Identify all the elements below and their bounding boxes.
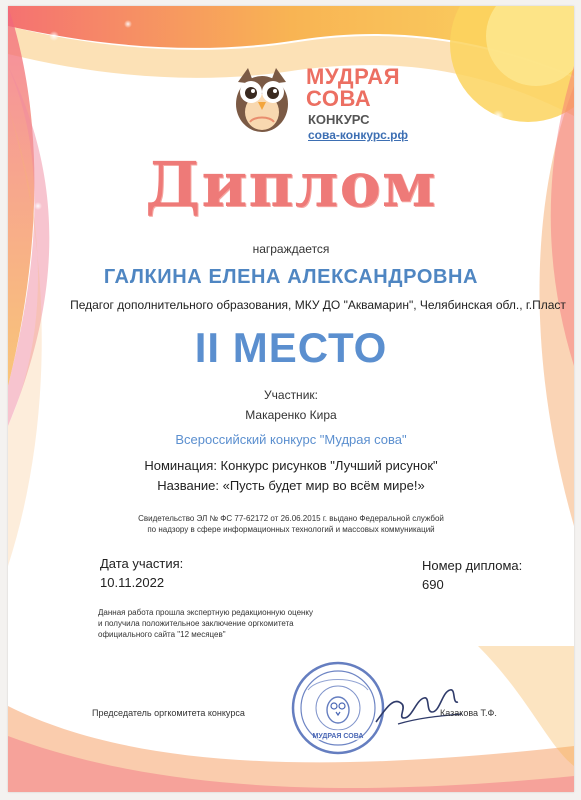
recipient-name: ГАЛКИНА ЕЛЕНА АЛЕКСАНДРОВНА <box>103 266 479 288</box>
handwritten-signature-icon <box>368 678 468 734</box>
diploma-number-value: 690 <box>422 577 444 592</box>
participant-name: Макаренко Кира <box>245 408 337 422</box>
nomination: Номинация: Конкурс рисунков "Лучший рисунок" <box>144 458 438 473</box>
certificate-line-2: по надзору в сфере информационных технологий и массовых коммуникаций <box>147 525 435 534</box>
review-line-2: и получила положительное заключение оргкомитета <box>98 619 294 628</box>
logo-title-line2: СОВА <box>306 86 372 111</box>
review-line-3: официального сайта "12 месяцев" <box>98 630 226 639</box>
diploma-sheet <box>8 6 574 792</box>
logo-title-line1: МУДРАЯ <box>306 64 401 89</box>
contest-name: Всероссийский конкурс "Мудрая сова" <box>175 432 407 447</box>
stamp-text: МУДРАЯ СОВА <box>312 733 364 740</box>
signer-name: Казакова Т.Ф. <box>440 708 497 718</box>
recipient-position: Педагог дополнительного образования, МКУ ДО "Аквамарин", Челябинская обл., г.Пласт <box>70 298 566 312</box>
review-line-1: Данная работа прошла экспертную редакционную оценку <box>98 608 314 617</box>
chair-label: Председатель оргкомитета конкурса <box>92 708 245 718</box>
logo-subtitle: КОНКУРС <box>308 112 370 127</box>
review-note <box>98 607 313 640</box>
diploma-heading: Диплом <box>145 148 437 221</box>
owl-logo-icon <box>230 62 294 134</box>
date-value: 10.11.2022 <box>100 575 165 590</box>
certificate-info <box>8 513 574 535</box>
diploma-number-label: Номер диплома: <box>422 558 523 573</box>
awarded-label: награждается <box>252 242 330 256</box>
certificate-line-1: Свидетельство ЭЛ № ФС 77-62172 от 26.06.2015 г. выдано Федеральной службой <box>138 514 444 523</box>
date-label: Дата участия: <box>100 556 184 571</box>
work-title: Название: «Пусть будет мир во всём мире!» <box>157 478 425 493</box>
participant-label: Участник: <box>264 388 318 402</box>
logo-url-link[interactable]: сова-конкурс.рф <box>308 128 409 142</box>
award-place: II МЕСТО <box>194 324 388 371</box>
